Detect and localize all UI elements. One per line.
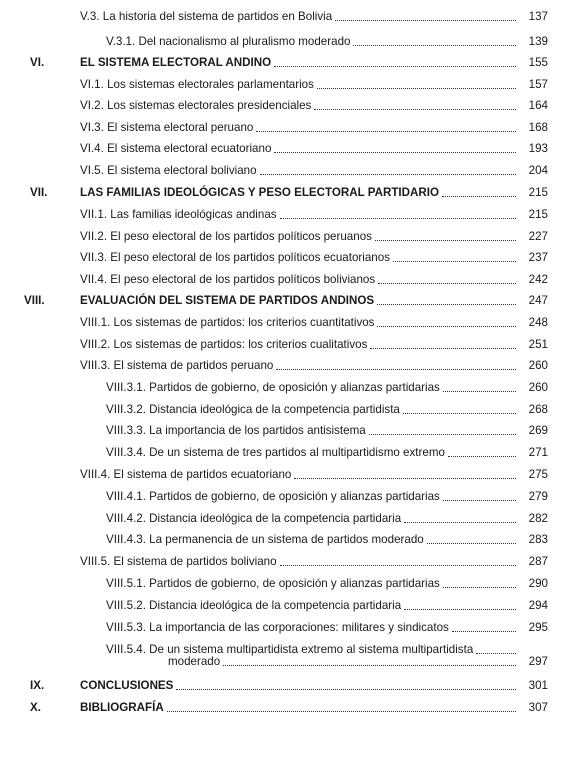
toc-entry-page: 295 (528, 621, 548, 634)
dot-leader (280, 555, 516, 569)
toc-entry[interactable] (80, 555, 548, 569)
toc-entry[interactable] (106, 533, 548, 547)
toc-entry-title: VIII.3.4. De un sistema de tres partidos al multipartidismo extremo (106, 446, 445, 459)
dot-leader (370, 338, 516, 352)
toc-entry-title: VIII.3.1. Partidos de gobierno, de oposición y alianzas partidarias (106, 381, 440, 394)
toc-entry[interactable] (106, 403, 548, 417)
toc-entry[interactable] (80, 359, 548, 373)
toc-entry-title: VIII.4.2. Distancia ideológica de la competencia partidaria (106, 512, 402, 525)
toc-entry-title: V.3.1. Del nacionalismo al pluralismo moderado (106, 35, 351, 48)
toc-entry[interactable] (80, 251, 548, 265)
toc-entry-page: 283 (528, 533, 548, 546)
toc-entry[interactable] (106, 621, 548, 635)
dot-leader (442, 186, 516, 200)
toc-entry-page: 251 (528, 338, 548, 351)
toc-entry-page: 155 (528, 56, 548, 69)
toc-chapter[interactable] (30, 56, 548, 70)
toc-entry-page: 294 (528, 599, 548, 612)
dot-leader (256, 121, 516, 135)
dot-leader (274, 142, 516, 156)
toc-entry-title: VIII.5.2. Distancia ideológica de la competencia partidaria (106, 599, 402, 612)
toc-entry-page: 301 (528, 679, 548, 692)
toc-chapter[interactable] (30, 186, 548, 200)
toc-entry[interactable] (106, 381, 548, 395)
toc-entry-title: VI.3. El sistema electoral peruano (80, 121, 254, 134)
toc-entry-title: VIII.4.1. Partidos de gobierno, de oposición y alianzas partidarias (106, 490, 440, 503)
dot-leader (317, 78, 516, 92)
toc-entry[interactable] (106, 577, 548, 591)
toc-entry[interactable] (106, 512, 548, 526)
toc-entry[interactable] (106, 35, 548, 49)
toc-entry-title: VIII.5.3. La importancia de las corporaciones: militares y sindicatos (106, 621, 449, 634)
toc-entry-page: 137 (528, 10, 548, 23)
toc-entry-title: LAS FAMILIAS IDEOLÓGICAS Y PESO ELECTORAL PARTIDARIO (80, 186, 440, 199)
toc-entry[interactable] (106, 599, 548, 613)
toc-entry-page: 271 (528, 446, 548, 459)
toc-entry-page: 157 (528, 78, 548, 91)
chapter-number: VI. (30, 56, 45, 69)
toc-entry[interactable] (80, 230, 548, 244)
toc-entry-title: VI.2. Los sistemas electorales presidenciales (80, 99, 312, 112)
toc-entry-title: VIII.5.4. De un sistema multipartidista extremo al sistema multipartidista (106, 643, 474, 656)
toc-chapter[interactable] (30, 701, 548, 715)
toc-entry-page: 260 (528, 381, 548, 394)
toc-chapter[interactable] (30, 679, 548, 693)
dot-leader (176, 679, 516, 693)
toc-entry-page: 227 (528, 230, 548, 243)
dot-leader (404, 512, 516, 526)
toc-entry-title: VIII.1. Los sistemas de partidos: los criterios cuantitativos (80, 316, 375, 329)
dot-leader (443, 381, 516, 395)
toc-entry-title: VI.4. El sistema electoral ecuatoriano (80, 142, 272, 155)
toc-entry-page: 260 (528, 359, 548, 372)
toc-entry-title: VIII.3. El sistema de partidos peruano (80, 359, 274, 372)
dot-leader (375, 230, 516, 244)
toc-entry-title: VIII.4.3. La permanencia de un sistema de partidos moderado (106, 533, 424, 546)
dot-leader (448, 446, 516, 460)
toc-entry-title: VIII.3.2. Distancia ideológica de la competencia partidista (106, 403, 400, 416)
toc-entry-title: VIII.2. Los sistemas de partidos: los criterios cualitativos (80, 338, 368, 351)
toc-entry-title: V.3. La historia del sistema de partidos en Bolivia (80, 10, 333, 23)
dot-leader (377, 294, 516, 308)
toc-entry-title-continued: moderado (168, 655, 221, 668)
toc-entry[interactable] (80, 121, 548, 135)
chapter-number: VIII. (24, 294, 45, 307)
toc-entry-page: 297 (528, 655, 548, 668)
toc-entry-page: 269 (528, 424, 548, 437)
toc-entry-title: VIII.3.3. La importancia de los partidos antisistema (106, 424, 366, 437)
toc-entry[interactable] (80, 316, 548, 330)
dot-leader (378, 273, 516, 287)
toc-entry-title: VIII.5.1. Partidos de gobierno, de oposición y alianzas partidarias (106, 577, 440, 590)
toc-entry-page: 247 (528, 294, 548, 307)
toc-entry-page: 307 (528, 701, 548, 714)
toc-entry-title: VII.1. Las familias ideológicas andinas (80, 208, 277, 221)
dot-leader (452, 621, 516, 635)
dot-leader (377, 316, 516, 330)
toc-entry-title: VI.5. El sistema electoral boliviano (80, 164, 257, 177)
dot-leader (223, 655, 516, 669)
chapter-number: X. (30, 701, 41, 714)
toc-entry[interactable] (106, 446, 548, 460)
dot-leader (427, 533, 516, 547)
dot-leader (353, 35, 516, 49)
toc-entry-page: 215 (528, 208, 548, 221)
toc-entry-page: 275 (528, 468, 548, 481)
chapter-number: VII. (30, 186, 48, 199)
toc-entry-title: VIII.5. El sistema de partidos boliviano (80, 555, 277, 568)
toc-entry-page: 268 (528, 403, 548, 416)
chapter-number: IX. (30, 679, 45, 692)
toc-entry[interactable] (80, 208, 548, 222)
toc-entry[interactable] (80, 142, 548, 156)
toc-entry[interactable] (106, 424, 548, 438)
dot-leader (260, 164, 516, 178)
toc-entry-page: 193 (528, 142, 548, 155)
toc-entry-title: CONCLUSIONES (80, 679, 174, 692)
dot-leader (294, 468, 516, 482)
dot-leader (393, 251, 516, 265)
dot-leader (404, 599, 516, 613)
toc-entry-page: 139 (528, 35, 548, 48)
toc-entry-page: 248 (528, 316, 548, 329)
dot-leader (403, 403, 516, 417)
dot-leader (167, 701, 516, 715)
toc-entry-page: 237 (528, 251, 548, 264)
toc-entry-title: VI.1. Los sistemas electorales parlamentarios (80, 78, 314, 91)
toc-entry-title: VII.3. El peso electoral de los partidos políticos ecuatorianos (80, 251, 390, 264)
dot-leader (369, 424, 516, 438)
toc-entry[interactable] (80, 99, 548, 113)
toc-entry[interactable] (80, 10, 548, 24)
toc-entry-title: EL SISTEMA ELECTORAL ANDINO (80, 56, 272, 69)
toc-entry[interactable] (106, 490, 548, 504)
toc-entry-continuation[interactable] (168, 655, 548, 669)
toc-entry-page: 282 (528, 512, 548, 525)
dot-leader (276, 359, 516, 373)
toc-entry-page: 164 (528, 99, 548, 112)
toc-entry[interactable] (80, 78, 548, 92)
toc-entry-page: 290 (528, 577, 548, 590)
toc-entry-title: VII.2. El peso electoral de los partidos políticos peruanos (80, 230, 372, 243)
toc-entry-title: VIII.4. El sistema de partidos ecuatoriano (80, 468, 292, 481)
toc-entry-page: 242 (528, 273, 548, 286)
toc-entry[interactable] (80, 338, 548, 352)
toc-entry[interactable] (80, 164, 548, 178)
toc-entry-page: 215 (528, 186, 548, 199)
toc-entry-page: 168 (528, 121, 548, 134)
toc-entry-page: 279 (528, 490, 548, 503)
dot-leader (274, 56, 516, 70)
toc-entry[interactable] (80, 468, 548, 482)
toc-chapter[interactable] (24, 294, 548, 308)
toc-entry-title: EVALUACIÓN DEL SISTEMA DE PARTIDOS ANDINOS (80, 294, 375, 307)
toc-entry[interactable] (80, 273, 548, 287)
dot-leader (335, 10, 516, 24)
dot-leader (443, 577, 516, 591)
toc-entry-page: 204 (528, 164, 548, 177)
dot-leader (314, 99, 516, 113)
toc-entry-page: 287 (528, 555, 548, 568)
dot-leader (280, 208, 516, 222)
dot-leader (443, 490, 516, 504)
toc-entry-title: VII.4. El peso electoral de los partidos políticos bolivianos (80, 273, 376, 286)
toc-entry-title: BIBLIOGRAFÍA (80, 701, 164, 714)
